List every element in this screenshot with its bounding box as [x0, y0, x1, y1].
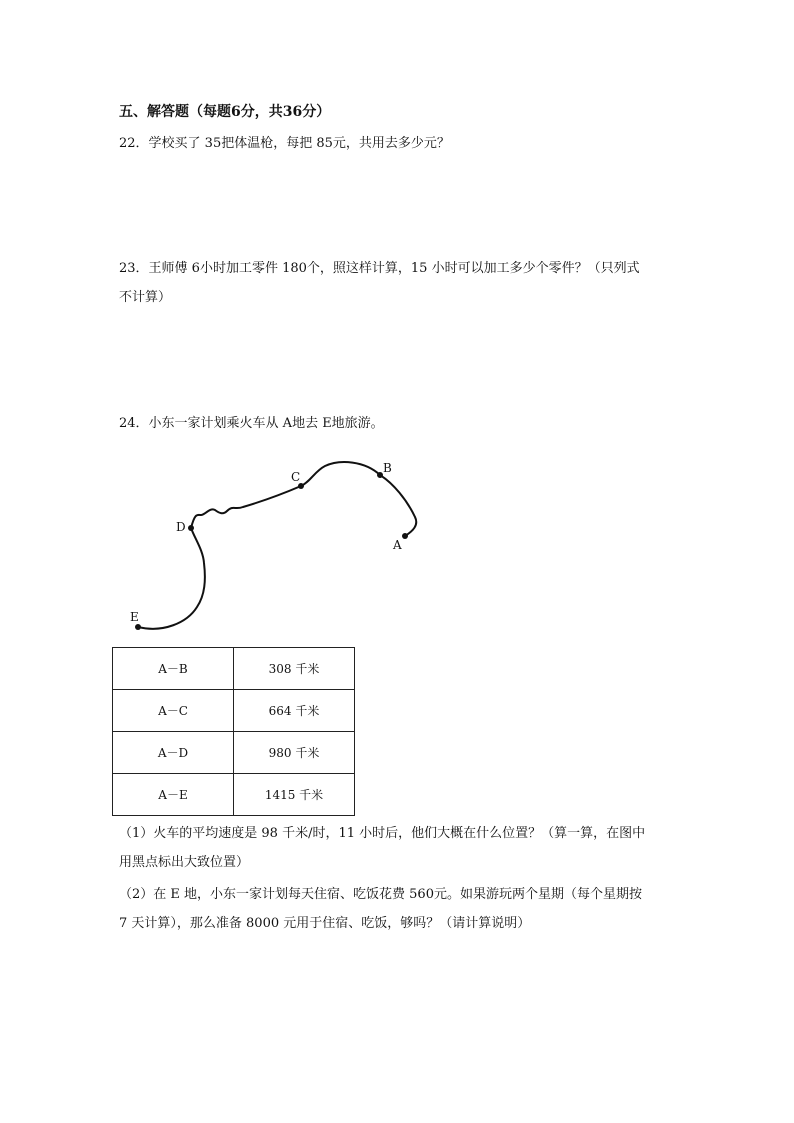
label-d: D — [176, 520, 186, 534]
route-line — [138, 462, 416, 629]
table-row — [113, 648, 355, 690]
point-e-marker — [135, 624, 141, 630]
table-row — [113, 690, 355, 732]
route-cell: A－D — [113, 732, 234, 774]
label-a: A — [393, 538, 402, 552]
question-23-line-1: 23．王师傅 6小时加工零件 180个，照这样计算，15 小时可以加工多少个零件？（只列式 — [119, 261, 640, 276]
question-24-part-2-line-1: （2）在 E 地，小东一家计划每天住宿、吃饭花费 560元。如果游玩两个星期（每个星期按 — [119, 887, 642, 902]
route-map — [125, 455, 430, 640]
label-e: E — [130, 610, 139, 624]
question-24-intro: 24．小东一家计划乘火车从 A地去 E地旅游。 — [119, 416, 384, 431]
route-cell: A－C — [113, 690, 234, 732]
question-23-line-2: 不计算） — [119, 290, 172, 305]
label-b: B — [383, 461, 392, 475]
distance-cell: 980 千米 — [234, 732, 355, 774]
section-title: 五、解答题（每题6分，共36分） — [119, 104, 331, 120]
question-22: 22．学校买了 35把体温枪，每把 85元，共用去多少元？ — [119, 136, 450, 151]
distance-cell: 664 千米 — [234, 690, 355, 732]
label-c: C — [291, 470, 301, 484]
point-d-marker — [188, 525, 194, 531]
table-row — [113, 774, 355, 816]
distance-cell: 308 千米 — [234, 648, 355, 690]
question-24-part-1-line-2: 用黑点标出大致位置） — [119, 855, 250, 870]
question-24-part-2-line-2: 7 天计算），那么准备 8000 元用于住宿、吃饭，够吗？（请计算说明） — [119, 916, 531, 931]
route-cell: A－B — [113, 648, 234, 690]
distance-cell: 1415 千米 — [234, 774, 355, 816]
point-a-marker — [402, 533, 408, 539]
route-cell: A－E — [113, 774, 234, 816]
distance-table — [112, 647, 355, 816]
table-row — [113, 732, 355, 774]
question-24-part-1-line-1: （1）火车的平均速度是 98 千米/时，11 小时后，他们大概在什么位置？（算一算，在图中 — [119, 826, 646, 841]
